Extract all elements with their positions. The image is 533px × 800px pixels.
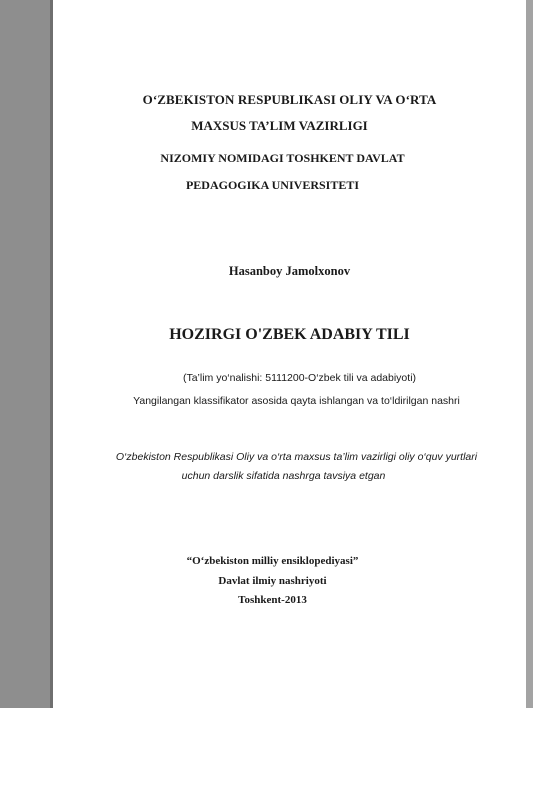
document-title: HOZIRGI O'ZBEK ADABIY TILI bbox=[169, 326, 410, 343]
document-page bbox=[53, 0, 526, 708]
approval-note-line2: uchun darslik sifatida nashrga tavsiya etgan bbox=[181, 470, 386, 482]
ministry-heading-line1: O‘ZBEKISTON RESPUBLIKASI OLIY VA O‘RTA bbox=[142, 92, 437, 107]
university-heading-line1: NIZOMIY NOMIDAGI TOSHKENT DAVLAT bbox=[160, 151, 405, 165]
author-name: Hasanboy Jamolxonov bbox=[228, 264, 351, 278]
right-margin-bar bbox=[526, 0, 533, 708]
publication-place-year: Toshkent-2013 bbox=[238, 594, 307, 606]
ministry-heading-line2: MAXSUS TA’LIM VAZIRLIGI bbox=[191, 118, 368, 133]
publisher-name: “O‘zbekiston milliy ensiklopediyasi” bbox=[186, 555, 359, 567]
edition-note: Yangilangan klassifikator asosida qayta ishlangan va to‘ldirilgan nashri bbox=[133, 395, 460, 407]
education-direction: (Ta’lim yo‘nalishi: 5111200-O‘zbek tili va adabiyoti) bbox=[182, 372, 417, 384]
university-heading-line2: PEDAGOGIKA UNIVERSITETI bbox=[185, 178, 360, 192]
publisher-type: Davlat ilmiy nashriyoti bbox=[218, 575, 327, 587]
approval-note-line1: O‘zbekiston Respublikasi Oliy va o‘rta maxsus ta’lim vazirligi oliy o‘quv yurtlari bbox=[115, 451, 478, 463]
